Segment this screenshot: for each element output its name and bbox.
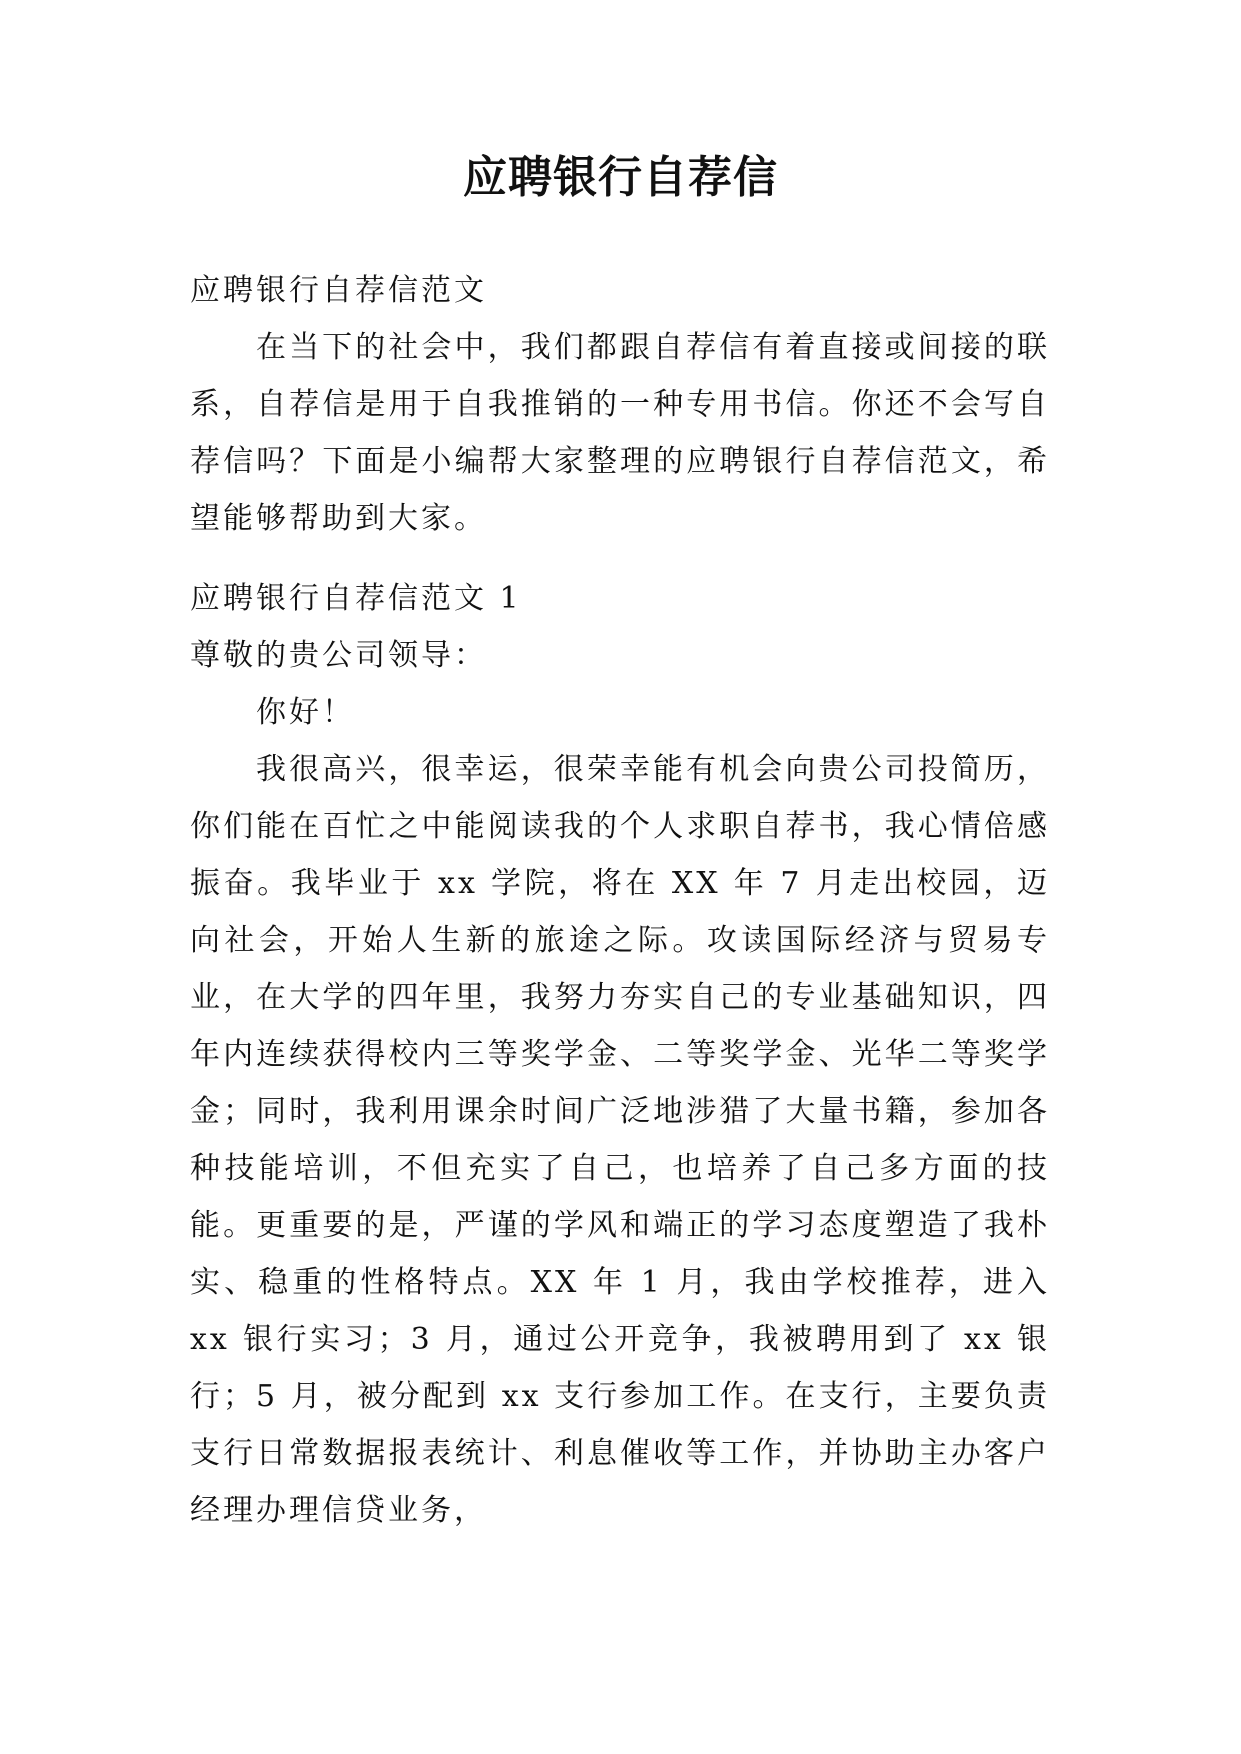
body-paragraph: 我很高兴，很幸运，很荣幸能有机会向贵公司投简历，你们能在百忙之中能阅读我的个人求职自荐书，我心情倍感振奋。我毕业于 xx 学院，将在 XX 年 7 月走出校园，迈向社会，开始人生新的旅途之际。攻读国际经济与贸易专业，在大学的四年里，我努力夯实自己的专业基础知识，四年内连续获得校内三等奖学金、二等奖学金、光华二等奖学金；同时，我利用课余时间广泛地涉猎了大量书籍，参加各种技能培训，不但充实了自己，也培养了自己多方面的技能。更重要的是，严谨的学风和端正的学习态度塑造了我朴实、稳重的性格特点。XX 年 1 月，我由学校推荐，进入 xx 银行实习；3 月，通过公开竞争，我被聘用到了 xx 银行；5 月，被分配到 xx 支行参加工作。在支行，主要负责支行日常数据报表统计、利息催收等工作，并协助主办客户经理办理信贷业务，	[190, 752, 1050, 1528]
intro-paragraph: 在当下的社会中，我们都跟自荐信有着直接或间接的联系，自荐信是用于自我推销的一种专用书信。你还不会写自荐信吗？下面是小编帮大家整理的应聘银行自荐信范文，希望能够帮助到大家。	[190, 330, 1050, 536]
greeting: 你好！	[256, 695, 355, 730]
subtitle: 应聘银行自荐信范文	[190, 273, 487, 308]
salutation: 尊敬的贵公司领导：	[190, 638, 487, 673]
section-heading: 应聘银行自荐信范文 1	[190, 581, 522, 616]
document-title: 应聘银行自荐信	[463, 152, 778, 203]
